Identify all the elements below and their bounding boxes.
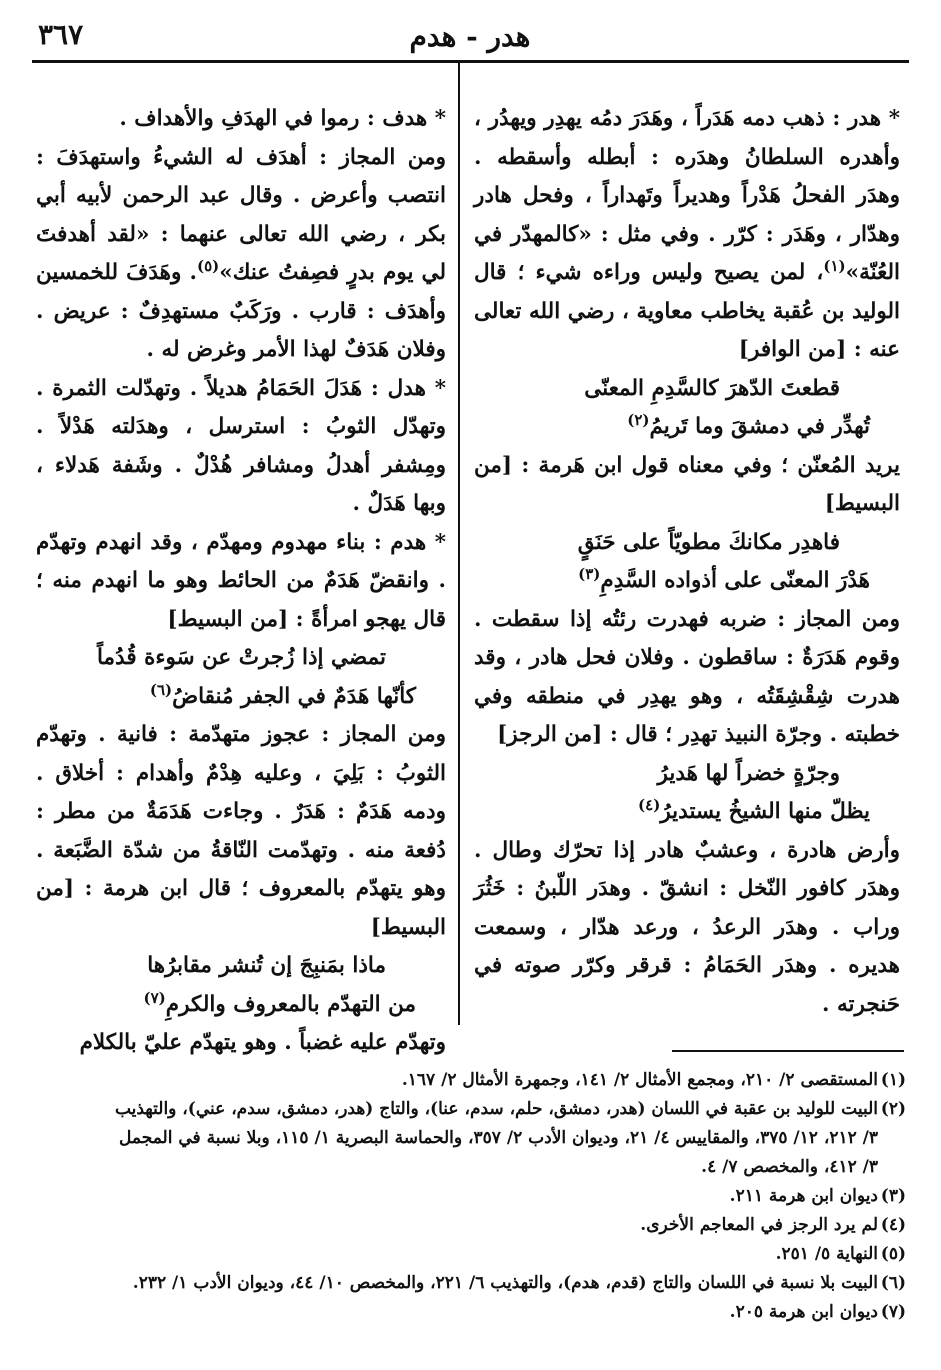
footnote-text: النهاية ٥/ ٢٥١. <box>775 1244 878 1264</box>
verse-text: كأنّها هَدَمٌ في الجفر مُنقاضُ <box>172 683 416 709</box>
footnote-marker: (١) <box>823 256 846 275</box>
footnote <box>36 1095 906 1124</box>
verse-line: وجرّةٍ خضراً لها هَديرُ <box>657 760 840 786</box>
verse-line <box>474 793 900 832</box>
footnote-text: ٣/ ٤١٢، والمخصص ٧/ ٤. <box>701 1157 878 1177</box>
right-column <box>474 100 900 1024</box>
entry-text <box>36 139 446 370</box>
footnote-number: (١) <box>880 1070 906 1090</box>
page-header <box>30 8 910 56</box>
footnote-text: ٣/ ٢١٢، ١٢/ ٣٧٥، والمقاييس ٤/ ٢١، وديوان الأدب ٢/ ٣٥٧، والحماسة البصرية ١/ ١١٥، وبلا نسبة في المجمل <box>119 1128 878 1148</box>
entry-hadm: * هدم : بناء مهدوم ومهدّم ، وقد انهدم وتهدّم . وانقضّ هَدَمٌ من الحائط وهو ما انهدم منه ؛ قال يهجو امرأةً : [من البسيط] <box>36 529 446 632</box>
footnote <box>36 1066 906 1095</box>
verse-line: قطعتَ الدّهرَ كالسَّدِمِ المعنّى <box>584 375 840 401</box>
page-number: ٣٦٧ <box>38 18 84 51</box>
footnote-text: المستقصى ٢/ ٢١٠، ومجمع الأمثال ٢/ ١٤١، وجمهرة الأمثال ٢/ ١٦٧. <box>401 1070 878 1090</box>
verse-text: يظلّ منها الشيخُ يستديرُ <box>660 799 870 824</box>
footnote-continuation <box>36 1124 906 1153</box>
footnote-number: (٤) <box>880 1215 906 1235</box>
entry-hadal: * هدل : هَدَلَ الحَمَامُ هديلاً . وتهدّلت الثمرة . وتهدّل الثوبُ : استرسل ، وهدَلته هَدْلاً . ومِشفر أهدلُ ومشافر هُدْلٌ . وشَفة هَدلاء ، وبها هَدَلٌ . <box>36 375 446 516</box>
footnote <box>36 1240 906 1269</box>
footnote-marker: (٦) <box>149 680 173 699</box>
footnote-text: البيت للوليد بن عقبة في اللسان (هدر، دمشق، حلم، سدم، عنا)، والتاج (هدر، دمشق، سدم، عني)، والتهذيب <box>114 1099 878 1119</box>
left-column <box>36 100 446 1063</box>
verse-line <box>474 408 900 447</box>
verse-line <box>474 562 900 601</box>
footnote <box>36 1182 906 1211</box>
footnote-marker: (٣) <box>578 564 601 583</box>
verse-line: ماذا بمَنبِجَ إن تُنشر مقابرُها <box>147 953 386 978</box>
footnote <box>36 1211 906 1240</box>
footnote-number: (٦) <box>880 1273 906 1293</box>
footnote-number: (٧) <box>880 1302 906 1322</box>
running-title: هدر - هدم <box>409 20 531 53</box>
entry-text: ومن المجاز : ضربه فهدرت رئتُه إذا سقطت . وقوم هَدَرَةٌ : ساقطون . وفلان فحل هادر ، وقد هدرت شِقْشِقَتُه ، وهو يهدِر في منطقه وفي خطبته . وجرّة النبيذ تهدِر ؛ قال : [من الرجز] <box>474 606 900 747</box>
entry-text: وأرض هادرة ، وعشبٌ هادر إذا تحرّك وطال . وهدَر كافور النّخل : انشقّ . وهدَر اللّبنُ : خَثُرَ وراب . وهدَر الرعدُ ، ورعد هدّار ، وسمعت هديره . وهدَر الحَمَامُ : قرقر وكرّر صوته في حَنجرته . <box>474 837 900 1017</box>
entry-text: ومن المجاز : عجوز متهدّمة : فانية . وتهدّم الثوبُ : بَلِيَ ، وعليه هِدْمٌ وأهدام : أخلاق . ودمه هَدَمٌ : هَدَرٌ . وجاءت هَدَمَةٌ من مطر : دُفعة منه . وتهدّمت النّاقةُ من شدّة الضَّبَعة . وهو يتهدّم بالمعروف ؛ قال ابن هرمة : [من البسيط] <box>36 722 446 940</box>
header-rule <box>32 60 909 63</box>
footnote-continuation <box>36 1153 906 1182</box>
entry-text: * هدر : ذهب دمه هَدَراً ، وهَدَرَ دمُه يهدِر ويهدُر ، وأهدره السلطانُ وهدَره : أبطله وأسقطه . وهدَر الفحلُ هَدْراً وهديراً وتَهداراً ، وفحل هادر وهدّار ، وهَدَر : كرّر . وفي مثل : «كالمهدّر في العُنّة» <box>474 106 900 285</box>
verse-text: تُهدِّر في دمشقَ وما تَريمُ <box>649 414 870 439</box>
entry-hadaf: * هدف : رموا في الهدَفِ والأهداف . <box>119 106 446 131</box>
footnote-marker: (٤) <box>638 795 661 814</box>
footnotes <box>36 1066 906 1327</box>
footnote-text: لم يرد الرجز في المعاجم الأخرى. <box>640 1215 878 1235</box>
footnote-text: ديوان ابن هرمة ٢٠٥. <box>729 1302 878 1322</box>
entry-text: يريد المُعنّن ؛ وفي معناه قول ابن هَرمة : [من البسيط] <box>474 452 900 516</box>
verse-line <box>36 678 446 717</box>
verse-line <box>36 986 446 1025</box>
entry-text: ، لمن يصيح وليس وراءه شيء ؛ قال الوليد بن عُقبة يخاطب معاوية ، رضي الله تعالى عنه : [من الوافر] <box>474 260 900 362</box>
footnote-text: البيت بلا نسبة في اللسان والتاج (قدم، هدم)، والتهذيب ٦/ ٢٢١، والمخصص ١٠/ ٤٤، وديوان الأدب ١/ ٢٣٢. <box>132 1273 878 1293</box>
entry-hadr <box>474 100 900 370</box>
verse-line: فاهدِر مكانكَ مطويّاً على حَنَقٍ <box>577 529 840 555</box>
footnote-number: (٢) <box>880 1099 906 1119</box>
footnote-marker: (٢) <box>627 410 650 429</box>
entry-text: وتهدّم عليه غضباً . وهو يتهدّم عليّ بالكلام <box>79 1030 446 1055</box>
verse-text: هَدْرَ المعنّى على أذواده السَّدِمِ <box>600 568 870 593</box>
entry-text: ومن المجاز : أهدَف له الشيءُ واستهدَفَ : انتصب وأعرض . وقال عبد الرحمن لأبيه أبي بكر ، رضي الله تعالى عنهما : «لقد أهدفتَ لي يوم بدرٍ فصِفتُ عنك» <box>36 144 446 285</box>
footnote-number: (٣) <box>880 1186 906 1206</box>
footnote-marker: (٧) <box>143 988 166 1007</box>
verse-text: من التهدّم بالمعروف والكرمِ <box>165 991 416 1017</box>
entry-text: . وهَدَفَ للخمسين وأهدَف : قارب . ورَكَبٌ مستهدِفٌ : عريض . وفلان هَدَفٌ لهذا الأمر وغرض له . <box>36 260 446 362</box>
footnote <box>36 1269 906 1298</box>
footnote-number: (٥) <box>880 1244 906 1264</box>
footnote-rule <box>672 1050 904 1052</box>
footnote <box>36 1298 906 1327</box>
footnote-marker: (٥) <box>197 256 220 275</box>
footnote-text: ديوان ابن هرمة ٢١١. <box>729 1186 878 1206</box>
verse-line: تمضي إذا زُجرتْ عن سَوءة قُدُماً <box>96 645 386 670</box>
column-divider <box>458 63 460 1025</box>
